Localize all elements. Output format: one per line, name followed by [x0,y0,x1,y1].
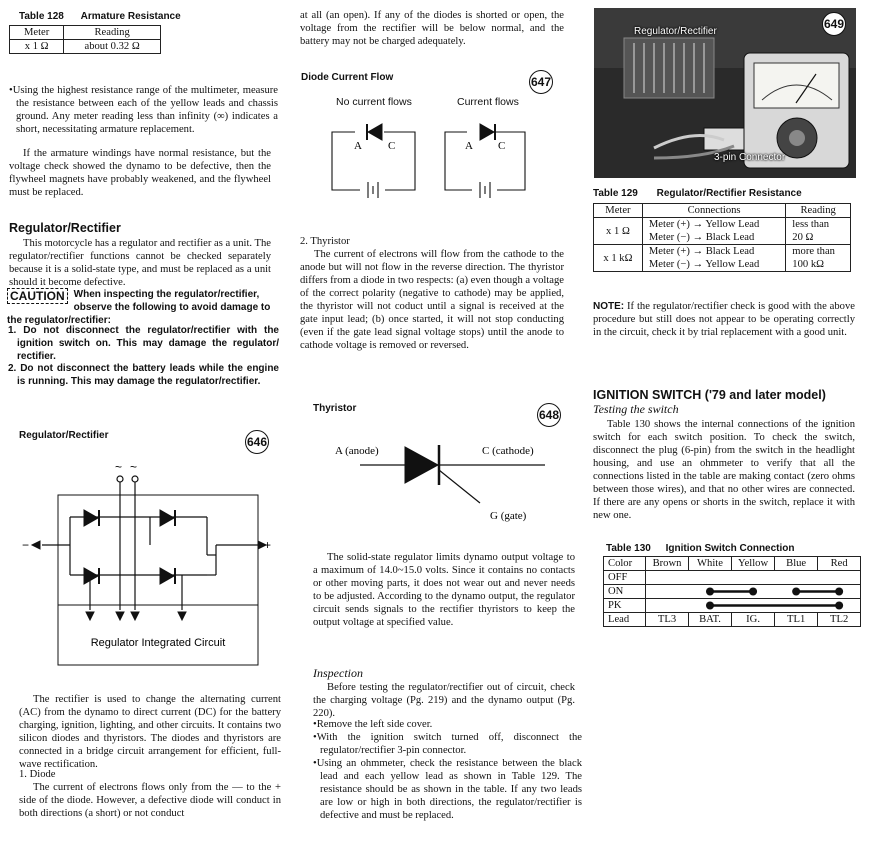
table-cell: x 1 Ω [10,40,64,54]
caution-text: When inspecting the regulator/rectifier, observe the following to avoid damage to the regulator/rectifier: [7,289,271,326]
table-cell: Meter (−) → Black Lead [642,231,785,245]
current-flows-label: Current flows [457,96,519,108]
table128-caption: Table 128 Armature Resistance [19,11,181,22]
table-row [10,40,161,54]
table-cell: 20 Ω [786,231,851,245]
table-header: Blue [775,557,818,571]
table128 [9,25,161,54]
table-header: Meter [594,204,643,218]
regulator-paragraph: This motorcycle has a regulator and rectifier as a unit. The regulator/rectifier functions cannot be checked separately because it is a solid-state type, and must be replaced as a unit should it become defective. [9,238,271,288]
anode-label: A (anode) [335,445,379,457]
minus-terminal-label: − [22,538,30,552]
table-cell: less than [786,218,851,232]
gate-label: G (gate) [490,510,527,522]
table-cell: TL1 [775,613,818,627]
table-header: Color [604,557,646,571]
table-header: Reading [786,204,851,218]
armature-bullet: •Using the highest resistance range of the multimeter, measure the resistance between each of the yellow leads and chassis ground. Any meter reading less than infinity (∞) indicates a short, necessitating armature replacement. [9,85,278,135]
figure-648-number: 648 [537,403,561,427]
table-cell: x 1 kΩ [594,245,643,272]
no-current-label: No current flows [336,96,412,108]
thyristor-symbol-diagram [330,435,560,535]
table-cell: ON [604,585,646,599]
rectifier-paragraph: The rectifier is used to change the alternating current (AC) from the dynamo to direct current (DC) for the battery charging, ignition, lighting, and other circuits. It contains two silicon diodes and thyristors. The diodes and thyristors are connected in a bridge circuit arrangement for efficient, full-wave rectification. [19,694,281,770]
table-header: White [689,557,732,571]
diode-current-flow-diagram [330,120,530,210]
caution-item-1: 1. Do not disconnect the regulator/rectifier with the ignition switch on. This may damage the regulator/ rectifier. [8,325,279,362]
figure-648-title: Thyristor [313,403,357,414]
inspection-paragraph: Before testing the regulator/rectifier out of circuit, check the charging voltage (Pg. 219) and the dynamo output (Pg. 220). [313,682,575,719]
note-paragraph [593,300,855,339]
connection-cell-pk [646,599,861,613]
caution-item-2: 2. Do not disconnect the battery leads while the engine is running. This may damage the regulator/rectifier. [8,363,279,387]
anode-label-left: A [354,140,362,152]
note-label: NOTE: [593,301,625,312]
table-row [604,599,861,613]
diode-paragraph: The current of electrons flows only from the — to the + side of the diode. However, a defective diode will conduct in both directions (a short) or not conduct [19,782,281,819]
table-cell: Meter (−) → Yellow Lead [642,258,785,272]
plus-terminal-label: + [264,538,272,552]
inspection-heading: Inspection [313,666,363,680]
table-row [594,245,851,259]
table130-container [603,556,861,627]
table-cell: x 1 Ω [594,218,643,245]
table-row [604,571,861,585]
figure-647-title: Diode Current Flow [301,72,394,83]
table-cell: Meter (+) → Black Lead [642,245,785,259]
cathode-label-right: C [498,140,506,152]
note-text: If the regulator/rectifier check is good with the above procedure but still does not appear to be operating correctly in the circuit, check it by trial replacement with a good unit. [593,301,855,338]
table-cell: about 0.32 Ω [64,40,161,54]
inspection-bullet-3: •Using an ohmmeter, check the resistance between the black lead and each yellow lead as shown in Table 129. The resistance should be as shown in the table. If any two leads are low or high in both directions, the regulator/rectifier is defective and must be replaced. [313,758,582,821]
table-row [604,585,861,599]
table-row [604,613,861,627]
table-row [604,557,861,571]
table-cell: Meter (+) → Yellow Lead [642,218,785,232]
table-cell: PK [604,599,646,613]
cathode-label: C (cathode) [482,445,534,457]
connection-cell-off [646,571,861,585]
figure-646-number: 646 [245,430,269,454]
table-header: Yellow [732,557,775,571]
table-header: Meter [10,26,64,40]
table130 [603,556,861,627]
photo-label-connector: 3-pin Connector [714,152,786,163]
table-header: Reading [64,26,161,40]
thyristor-paragraph: The current of electrons will flow from the cathode to the anode but will not flow in the reverse direction. The thyristor differs from a diode in two respects: (a) even though a voltage of the correct polarity (negative to cathode) may be applied, the thyristor will not coduct until a signal is received at the gate input lead; (b) once started, it will not stop conducting (even if the gate lead signal voltage stops) until the anode to cathode voltage is removed or reversed. [300,249,564,351]
table-header: Brown [646,557,689,571]
connection-cell-on [646,585,861,599]
diode-item: 1. Diode [19,769,56,780]
thyristor-item: 2. Thyristor [300,236,350,247]
table-cell: IG. [732,613,775,627]
photo-649 [594,8,856,178]
armature-paragraph: If the armature windings have normal resistance, but the voltage check showed the dynamo to be defective, then the flywheel magnets have probably weakened, and the flywheel must be replaced. [9,148,271,198]
table-cell: more than [786,245,851,259]
anode-label-right: A [465,140,473,152]
table-header: Red [818,557,861,571]
regulator-rectifier-diagram [20,460,280,670]
table130-caption: Table 130 Ignition Switch Connection [606,543,795,554]
ignition-paragraph: Table 130 shows the internal connections of the ignition switch for each switch position. To check the switch, disconnect the plug (6-pin) from the switch in the headlight housing, and use an ohmmeter to verify that all the connections listed in the table are making contact (zero ohms between those wires), and that no other wires are connected. If there are any opens or shorts in the switch, replace it with new one. [593,419,855,521]
table129 [593,203,851,272]
table-header: Connections [642,204,785,218]
table-cell: TL2 [818,613,861,627]
table-row [594,204,851,218]
open-paragraph: at all (an open). If any of the diodes is shorted or open, the voltage from the rectifier will be below normal, and the battery may not be charged adequately. [300,10,564,47]
cathode-label-left: C [388,140,396,152]
inspection-bullet-2: •With the ignition switch turned off, disconnect the regulator/rectifier 3-pin connector. [313,732,582,756]
ignition-heading: IGNITION SWITCH ('79 and later model) [593,388,826,402]
table-cell: TL3 [646,613,689,627]
table-cell: OFF [604,571,646,585]
table-cell: 100 kΩ [786,258,851,272]
photo-label-regulator: Regulator/Rectifier [634,26,717,37]
caution-block [7,288,271,327]
table-row [10,26,161,40]
figure-647-number: 647 [529,70,553,94]
figure-646-title: Regulator/Rectifier [19,430,109,441]
figure-649-number: 649 [822,12,846,36]
ignition-subheading: Testing the switch [593,402,679,416]
ic-label: Regulator Integrated Circuit [90,637,226,649]
ac-terminal-label-1: ~ [115,460,123,474]
solid-state-paragraph: The solid-state regulator limits dynamo output voltage to a maximum of 14.0~15.0 volts. Since it contains no contacts or other moving parts, it does not wear out and never needs to be adjusted. According to the dynamo output, the regulator circuit sends signals to the rectifier thyristors to keep the output voltage at specified value. [313,552,575,628]
table129-caption: Table 129 Regulator/Rectifier Resistance [593,188,802,199]
table-cell: BAT. [689,613,732,627]
table-row [594,218,851,232]
regulator-heading: Regulator/Rectifier [9,221,121,235]
table-cell: Lead [604,613,646,627]
inspection-bullet-1: •Remove the left side cover. [313,719,433,730]
ac-terminal-label-2: ~ [130,460,138,474]
caution-label: CAUTION [7,288,68,304]
